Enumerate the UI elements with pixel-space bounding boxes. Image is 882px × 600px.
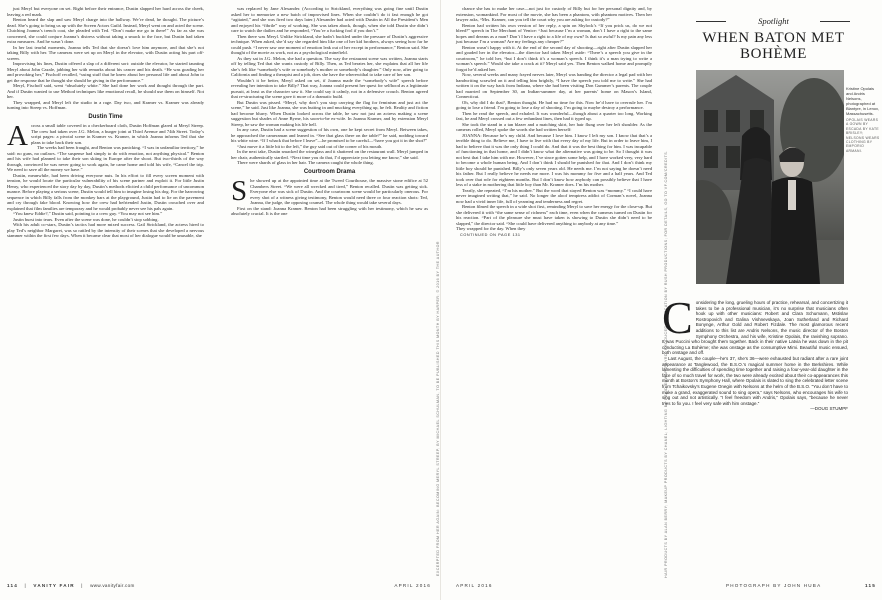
spotlight-body xyxy=(662,292,848,412)
couple-photo-illustration xyxy=(696,70,844,284)
article-paragraph: First on the stand: Joanna Kramer. Benton had been struggling with her testimony, which he saw as absolutely crucial. It is the one xyxy=(231,205,428,216)
article-paragraph: She took the stand in a tan blazer and a matching skirt, her hair flung over her left shoulder. As the cameras rolled, Meryl spoke the words she had written herself: xyxy=(456,121,652,132)
left-page-number: 114 xyxy=(7,583,19,588)
right-footer-date: APRIL 2016 xyxy=(456,583,493,588)
spotlight-title: WHEN BATON MET BOHÈME xyxy=(702,30,845,62)
spotlight-rule-left xyxy=(696,21,726,22)
article-paragraph: They wrapped, and Meryl left the studio in a rage. Day two, and Kramer vs. Kramer was already turning into Streep vs. Hoffman. xyxy=(7,99,204,110)
section-heading-dustin-time: Dustin Time xyxy=(88,113,123,120)
left-side-credit: EXCERPTED FROM HER AGAIN: BECOMING MERYL STREEP, BY MICHAEL SCHULMAN, TO BE PUBLISHED THIS MONTH BY HARPER; © 2016 BY THE AUTHOR xyxy=(436,241,440,576)
right-side-credit: HAIR PRODUCTS BY ALAN BERRY; MAKEUP PRODUCTS BY CHANEL; LIGHTING BY DAVID EDWARD BYRD; PRODUCED ON LOCATION BY RUSH PRODUCTIONS; FOR DETAILS, GO TO VF.COM/CREDITS. xyxy=(664,150,668,578)
article-paragraph: Meryl, Fischoff said, went “absolutely white.” She had done her work and thought through the part. And if Dustin wanted to use Method techniques like emotional recall, he should use them on himself. Not her. xyxy=(7,83,204,99)
article-paragraph: Now, several weeks and many frayed nerves later, Meryl was handing the director a legal pad with her handwriting scrawled on it and telling him brightly, “I have the speech you told me to write.” She had written it on the way back from Indiana, where she had been visiting Don Gummer’s parents. The couple had married on September 30, an Indian-summer day, at her parents’ home on Mason’s Island, Connecticut. xyxy=(456,72,652,99)
spotlight-rule-right xyxy=(820,21,850,22)
article-paragraph: “You knew Eddie?,” Dustin said, pointing to a crew guy. “You may not see him.” xyxy=(13,211,163,216)
article-paragraph: “Just move it a little bit to the left,” the guy said out of the corner of his mouth. xyxy=(237,143,383,149)
article-paragraph: chance she has to make her case—not just for custody of Billy but for her personal dignity and, by extension, womankind. For most of the movie, she has been a phantom, with phantom motives. Then her lawyer asks, “Mrs. Kramer, can you tell the court why you are asking for custody?” xyxy=(456,6,652,22)
article-paragraph: just Meryl but everyone on set. Right before their entrance, Dustin slapped her hard across the cheek, leaving a red mark. xyxy=(7,6,204,17)
paragraph-text: he showed up at the appointed time at the Tweed Courthouse, the massive stone edifice at 52 Chambers Street. “We were all wrecked and tired,” Benton recalled. Dustin was getting sick. Everyone else was sick of Dustin. And the courtroom scene would be particularly onerous. For every shot of a witness giving testimony, Benton would need three or four reaction shots: Ted, Joanna, the judge, the opposing counsel. The whole thing would take several days. xyxy=(250,178,428,205)
article-paragraph: Tearily, she repeated, “I’m his mother.” But the word that stayed Benton was “mommy.” “I could have never imagined writing that,” he said. No longer the aloof temptress addict of Corman’s novel, Joanna now had a vivid inner life, full of yearning and tenderness and regret. xyxy=(456,187,652,204)
paragraph-text: cross a small table covered in a checkerboard cloth, Dustin Hoffman glared at Meryl Streep. The crew had taken over J.G. Melon, a burger joint at Third Avenue and 74th Street. Today’s script pages: a pivotal scene in Kramer vs. Kramer, in which Joanna informs Ted that she plans to take back their son. xyxy=(30,123,204,145)
article-paragraph: As they sat in J.G. Melon, she had a question. The way the restaurant scene was written, Joanna starts off by telling Ted that she wants custody of Billy. Then, as Ted berates her, she explains that all her life she’s felt like “somebody’s wife or somebody’s mother or somebody’s daughter.” Only now, after going to California and finding a therapist and a job, does she have the wherewithal to take care of her son. xyxy=(231,55,428,77)
article-paragraph: Then there was Meryl. Unlike Strickland, she hadn’t buckled under the pressure of Dustin’s aggressive technique. When asked, she’d say she regarded him like one of her kid brothers, always seeing how far he could push. “I never saw one moment of emotion leak out of her except in performance,” Benton said. She thought of the movie as work, not as a psychological minefield. xyxy=(231,33,428,55)
article-paragraph: In the next take, Dustin smacked the wineglass and it shattered on the restaurant wall. Meryl jumped in her chair, authentically startled. “Next time you do that, I’d appreciate you letting me know,” she said. xyxy=(231,149,428,160)
article-paragraph xyxy=(7,120,204,152)
article-paragraph: In any case, Dustin had a scene suggestion of his own, one he kept secret from Meryl. Between takes, he approached the cameraman and leaned in. “See that glass there on the table?” he said, nodding toward his white wine. “If I whack that before I leave”—he promised to be careful—“have you got it in the shot?” xyxy=(231,127,428,143)
left-footer: 114 | VANITY FAIR | www.vanityfair.com APRIL 2016 xyxy=(7,583,431,588)
article-paragraph: The weeks had been fraught, and Benton was panicking. “I was in unfamiliar territory,” he said: no guns, no outlaws. “The suspense had simply to do with emotion, not anything physical.” Benton and his wife had planned to take their son skiing in Europe after the shoot. But two-thirds of the way through, convinced he was never going to work again, he came home and told his wife, “Cancel the trip. We need to save all the money we have.” xyxy=(7,145,204,172)
spotlight-signature: —DOUG STUMPF xyxy=(810,406,848,412)
photo-caption-main: Kristine Opolais and Andris Nelsons, photographed at Blantyre, in Lenox, Massachusetts. xyxy=(846,86,880,116)
article-paragraph: Benton wasn’t happy with it. At the end of the second day of shooting—right after Dustin slapped her and goaded her in the elevator—the director had taken Meryl aside: “There’s a speech you give in the courtroom,” he told her, “but I don’t think it’s a woman’s speech. I think it’s a man trying to write a woman’s speech.” Would she take a crack at it? Meryl said yes. Then Benton walked home and promptly forgot he’d asked her. xyxy=(456,44,652,72)
page-gutter xyxy=(440,0,441,600)
article-paragraph: Wouldn’t it be better, Meryl asked on set, if Joanna made the “somebody’s wife” speech before revealing her intention to take Billy? That way, Joanna could present her quest for selfhood as a legitimate pursuit, at least as the character saw it. She could say it calmly, not in a defensive crouch. Benton agreed that re-structuring the scene gave it more of a dramatic build. xyxy=(231,77,428,99)
article-paragraph: Benton heard the slap and saw Meryl charge into the hallway. We’re dead, he thought. The picture’s dead. She’s going to bring us up with the Screen Actors Guild. Instead, Meryl went on and acted the scene. Clutching Joanna’s trench coat, she pleaded with Ted. “Don’t make me go in there!” As far as she was concerned, she could conjure Joanna’s distress without taking a smack to the face, but Dustin had taken extra measures. And he wasn’t done. xyxy=(7,17,204,44)
drop-cap: S xyxy=(231,175,248,207)
spotlight-paragraph: onsidering the long, grueling hours of practice, rehearsal, and concertizing it takes to be a professional musician, it’s no surprise that musicians often hook up with other musicians: Robert and Clara Schumann, Mstislav Rostropovich and Galina Vishnevskaya, Joan Sutherland and Richard Bonynge, Arthur Gold and Robert Fizdale. The most glamorous recent additions to this list are Andris Nelsons, the music director of the Boston Symphony Orchestra, and his wife, Kristine Opolais, the ravishing soprano. It was Puccini who brought them together. Back in their native Latvia he was down in the pit conducting La Bohème; she was onstage as the consumptive Mimi. Beautiful music ensued, both onstage and off. xyxy=(662,300,848,356)
article-paragraph: Improvising his lines, Dustin offered a slap of a different sort: outside the elevator, he started taunting Meryl about John Cazale, jabbing her with remarks about his cancer and his death. “He was goading her and provoking her,” Fischoff recalled, “using stuff that he knew about her personal life and about John to get the response that he thought she should be giving in the performance.” xyxy=(7,61,204,83)
article-paragraph: With his adult co-stars, Dustin’s tactics had more mixed success. Gail Strickland, the actress hired to play Ted’s neighbor Margaret, was so rattled by the intensity of their scenes that she developed a nervous stammer within the first few days. When it became clear that most of her dialogue would be unusable, she xyxy=(7,222,204,238)
article-paragraph: They wrapped for the day. When they xyxy=(456,226,526,231)
left-footer-site: www.vanityfair.com xyxy=(90,583,135,588)
couple-photo xyxy=(696,70,844,284)
right-column-1 xyxy=(456,6,652,238)
section-heading-courtroom-drama: Courtroom Drama xyxy=(303,168,356,175)
left-column-1 xyxy=(7,6,204,239)
continued-note: CONTINUED ON PAGE 131 xyxy=(460,232,521,237)
article-paragraph: Benton had written his own version of her reply, a spin on Shylock’s “If you prick us, do we not bleed?” speech in The Merchant of Venice: “Just because I’m a woman, don’t I have a right to the same hopes and dreams as a man? Don’t I have a right to a life of my own? Is that so awful? Is my pain any less just because I’m a woman? Are my feelings any cheaper?” xyxy=(456,22,652,44)
article-paragraph: Dustin, meanwhile, had been driving everyone nuts. In his effort to fill every screen moment with tension, he would locate the particular vulnerability of his scene partner and exploit it. For little Justin Henry, who experienced the story day by day, Dustin’s methods elicited a child performance of uncommon nuance. Before playing a serious scene, Dustin would tell him to imagine losing his dog. For the harrowing sequence in which Billy falls from the monkey bars at the playground, Justin had to lie on the pavement and cry through fake blood. Knowing how the crew had befriended Justin, Dustin crouched over and explained that film families are temporary and he would probably never see his pals again. xyxy=(7,172,204,211)
article-paragraph: Benton filmed the speech in a wide shot first, reminding Meryl to save her energy for the close-up. But she delivered it with “the same sense of richness” each time, even when the cameras turned on Dustin for his reaction. “Part of the pleasure she must have taken is showing to Dustin she didn’t need to be slapped,” the director said. “She could have delivered anything to anybody at any time.” xyxy=(456,204,652,226)
spotlight-label: Spotlight xyxy=(758,16,789,26)
left-footer-brand: VANITY FAIR xyxy=(33,583,75,588)
left-footer-date: APRIL 2016 xyxy=(394,583,431,588)
spotlight-drop-cap: C xyxy=(662,292,693,343)
photo-credit: PHOTOGRAPH BY JOHN HUBA xyxy=(726,583,822,588)
right-page-number: 115 xyxy=(864,583,876,588)
left-column-2 xyxy=(231,6,428,217)
article-paragraph: There were shards of glass in her hair. The camera caught the whole thing. xyxy=(237,160,374,165)
article-paragraph: But Dustin was pissed. “Meryl, why don’t you stop carrying the flag for feminism and just act the scene,” he said. Just like Joanna, she was butting in and mucking everything up, he felt. Reality and fiction had become blurry. When Dustin looked across the table, he saw not just an actress making a scene suggestion but shades of Anne Byrne, his soon-to-be ex-wife. In Joanna Kramer, and by extension Meryl Streep, he saw the woman making his life hell. xyxy=(231,99,428,127)
article-paragraph xyxy=(231,175,428,207)
photo-caption-small: OPOLAIS WEARS A GOWN BY ESCADA BY KATE BRISLEY; NELSONS WEARS CLOTHING BY EMPORIO ARMANI. xyxy=(846,118,880,153)
article-paragraph: was replaced by Jane Alexander. (According to Strickland, everything was going fine until Dustin asked her to memorize a new batch of improvised lines. When she couldn’t do it fast enough he got “agitated,” and she was fired two days later.) Alexander had acted with Dustin in All the President’s Men and enjoyed his “fibrile” way of working. She was taken aback, though, when she told Dustin she didn’t care to watch the dailies and he responded, “You’re a fucking fool if you don’t.” xyxy=(231,6,428,33)
drop-cap: A xyxy=(7,120,28,152)
article-paragraph: In her last tearful moments, Joanna tells Ted that she doesn’t love him anymore, and that she’s not taking Billy with her. The cameras were set up on Meryl in the elevator, with Dustin acting his part off-screen. xyxy=(7,44,204,61)
article-paragraph: JOANNA: Because he’s my child. And because I love him. I know I left my son. I know that that’s a terrible thing to do. Believe me, I have to live with that every day of my life. But in order to leave him, I had to believe that it was the only thing I could do. And that it was the best thing for him. I was incapable of functioning in that home, and I didn’t know what the alternative was going to be. So I thought it was not best that I take him with me. However, I’ve since gotten some help, and I have worked very, very hard to become a whole human being. And I don’t think I should be punished for that. And I don’t think my little boy should be punished. Billy’s only seven years old. He needs me. I’m not saying he doesn’t need his father. But I really believe he needs me more. I was his mommy for five and a half years. And Ted took over that role for eighteen months. But I don’t know how anybody can possibly believe that I have less of a stake in mothering that little boy than Mr. Kramer does. I’m his mother. xyxy=(456,132,652,187)
article-paragraph: Then he read the speech, and exhaled. It was wonderful—though about a quarter too long. Working fast, he and Meryl crossed out a few redundant lines, then had it typed up. xyxy=(456,110,652,121)
right-footer xyxy=(456,583,876,588)
article-paragraph: Oh, why did I do that?, Benton thought. He had no time for this. Now he’d have to overrule her. I’m going to lose a friend. I’m going to lose a day of shooting. I’m going to maybe destroy a performance. xyxy=(456,99,652,110)
article-paragraph: Justin burst into tears. Even after the scene was done, he couldn’t stop sobbing. xyxy=(13,216,159,222)
spotlight-paragraph: Last August, the couple—he’s 37, she’s 36—were exhausted but radiant after a rare joint appearance at Tanglewood, the B.S.O.’s magical summer home in the Berkshires. While lamenting the difficulties of spending time together and raising a four-year-old daughter in the face of so much travel for work, the two were already excited about their co-appearances this month at Boston’s Symphony Hall, where Opolais is slated to sing the celebrated letter scene from Tchaikovsky’s Eugene Onegin with Nelsons at the helm of the B.S.O. “You don’t have to make a grand, exaggerated sound to sing opera,” says Nelsons, who encourages his wife to sing out and not artistically. “I feel freedom with Andris,” Opolais says, “because he never tries to fix you. I feel very safe with him onstage.” xyxy=(662,355,848,406)
